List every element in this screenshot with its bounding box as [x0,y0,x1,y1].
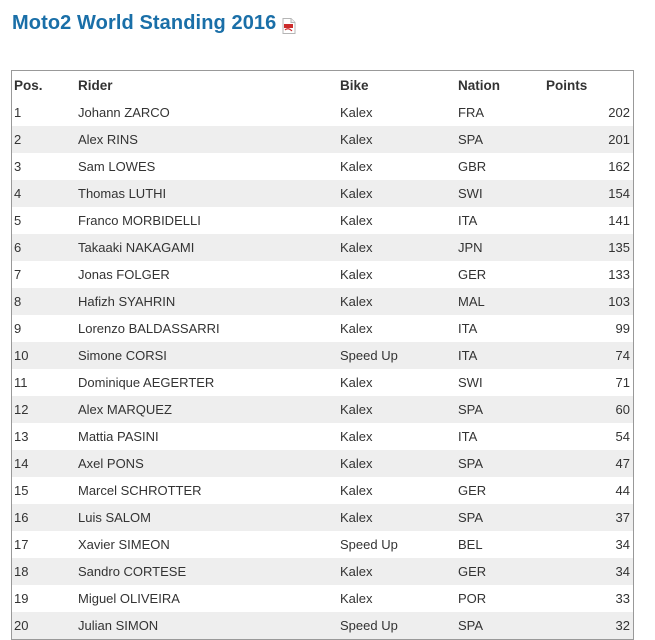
pdf-icon[interactable] [282,18,296,34]
cell-bike: Kalex [340,234,458,261]
cell-bike: Speed Up [340,537,398,552]
cell-points: 54 [615,429,630,444]
cell-bike: Kalex [340,450,458,477]
table-row [12,558,634,585]
cell-nation: SWI [458,375,483,390]
cell-rider: Xavier SIMEON [78,537,170,552]
cell-points: 154 [546,180,634,207]
page-title: Moto2 World Standing 2016 [12,11,277,34]
table-row [12,180,634,207]
cell-nation: ITA [458,342,546,369]
table-header-row [12,71,634,100]
cell-pos: 9 [14,321,22,336]
cell-nation: GER [458,483,487,498]
table-row [12,99,634,126]
cell-nation: SPA [458,396,546,423]
cell-pos: 2 [12,126,79,153]
cell-rider: Johann ZARCO [78,105,170,120]
table-row [12,504,634,531]
cell-points: 32 [546,612,634,640]
table-row [12,450,634,477]
cell-points: 37 [546,504,634,531]
cell-points: 33 [615,591,630,606]
cell-points: 34 [615,537,630,552]
cell-pos: 1 [14,105,22,120]
cell-rider: Thomas LUTHI [78,180,340,207]
cell-pos: 4 [12,180,79,207]
cell-pos: 16 [12,504,79,531]
cell-bike: Kalex [340,396,458,423]
table-row [12,531,634,558]
cell-bike: Kalex [340,180,458,207]
cell-rider: Simone CORSI [78,342,340,369]
cell-nation: GER [458,558,546,585]
cell-nation: MAL [458,288,546,315]
cell-points: 74 [546,342,634,369]
cell-rider: Luis SALOM [78,504,340,531]
cell-rider: Miguel OLIVEIRA [78,591,180,606]
cell-pos: 6 [12,234,79,261]
cell-bike: Kalex [340,558,458,585]
cell-pos: 8 [12,288,79,315]
cell-nation: GBR [458,159,487,174]
cell-points: 44 [615,483,630,498]
cell-nation: SPA [458,504,546,531]
pdf-icon-graphic [282,18,296,34]
cell-pos: 11 [14,375,28,390]
cell-pos: 12 [12,396,79,423]
cell-pos: 3 [14,159,22,174]
cell-nation: ITA [458,429,478,444]
cell-pos: 13 [14,429,29,444]
cell-rider: Axel PONS [78,450,340,477]
cell-points: 202 [608,105,630,120]
cell-points: 201 [546,126,634,153]
table-row [12,423,634,450]
table-row [12,585,634,612]
header-points: Points [546,77,588,93]
cell-points: 135 [546,234,634,261]
table-row [12,261,634,288]
table-row [12,612,634,640]
cell-nation: JPN [458,234,546,261]
cell-points: 60 [546,396,634,423]
cell-rider: Hafizh SYAHRIN [78,288,340,315]
cell-points: 133 [608,267,630,282]
cell-points: 103 [546,288,634,315]
table-row [12,396,634,423]
cell-rider: Sam LOWES [78,159,156,174]
table-row [12,207,634,234]
cell-nation: FRA [458,105,484,120]
header-nation: Nation [458,77,500,93]
cell-bike: Kalex [340,159,373,174]
header-pos: Pos. [14,77,43,93]
cell-nation: SPA [458,450,546,477]
table-row [12,342,634,369]
cell-rider: Marcel SCHROTTER [78,483,202,498]
cell-bike: Kalex [340,375,373,390]
cell-bike: Kalex [340,126,458,153]
cell-pos: 7 [14,267,22,282]
cell-bike: Kalex [340,288,458,315]
cell-points: 141 [608,213,630,228]
cell-nation: SPA [458,126,546,153]
cell-nation: ITA [458,213,478,228]
cell-points: 34 [546,558,634,585]
cell-nation: GER [458,267,487,282]
title-row [12,8,296,38]
standings-table [11,70,634,640]
cell-bike: Kalex [340,429,373,444]
cell-pos: 15 [14,483,29,498]
cell-bike: Kalex [340,504,458,531]
cell-rider: Dominique AEGERTER [78,375,215,390]
cell-points: 47 [546,450,634,477]
cell-points: 162 [608,159,630,174]
cell-bike: Kalex [340,321,373,336]
cell-pos: 17 [14,537,29,552]
cell-rider: Franco MORBIDELLI [78,213,201,228]
cell-nation: POR [458,591,487,606]
cell-pos: 10 [12,342,79,369]
cell-points: 71 [615,375,630,390]
cell-rider: Alex RINS [78,126,340,153]
cell-pos: 20 [12,612,79,640]
cell-nation: SPA [458,612,546,640]
standings-body [12,99,634,640]
table-row [12,234,634,261]
table-row [12,288,634,315]
table-row [12,315,634,342]
cell-bike: Speed Up [340,342,458,369]
table-row [12,153,634,180]
cell-pos: 18 [12,558,79,585]
cell-bike: Kalex [340,483,373,498]
table-row [12,369,634,396]
cell-pos: 14 [12,450,79,477]
table-row [12,477,634,504]
cell-rider: Alex MARQUEZ [78,396,340,423]
cell-rider: Lorenzo BALDASSARRI [78,321,220,336]
header-rider: Rider [78,77,113,93]
cell-bike: Speed Up [340,612,458,640]
cell-points: 99 [615,321,630,336]
table-row [12,126,634,153]
cell-bike: Kalex [340,591,373,606]
cell-rider: Takaaki NAKAGAMI [78,234,340,261]
cell-bike: Kalex [340,105,373,120]
header-bike: Bike [340,77,369,93]
cell-bike: Kalex [340,267,373,282]
cell-nation: SWI [458,180,546,207]
cell-rider: Mattia PASINI [78,429,159,444]
cell-rider: Jonas FOLGER [78,267,170,282]
cell-rider: Julian SIMON [78,612,340,640]
cell-nation: ITA [458,321,478,336]
cell-pos: 5 [14,213,22,228]
cell-pos: 19 [14,591,29,606]
cell-nation: BEL [458,537,483,552]
cell-rider: Sandro CORTESE [78,558,340,585]
cell-bike: Kalex [340,213,373,228]
